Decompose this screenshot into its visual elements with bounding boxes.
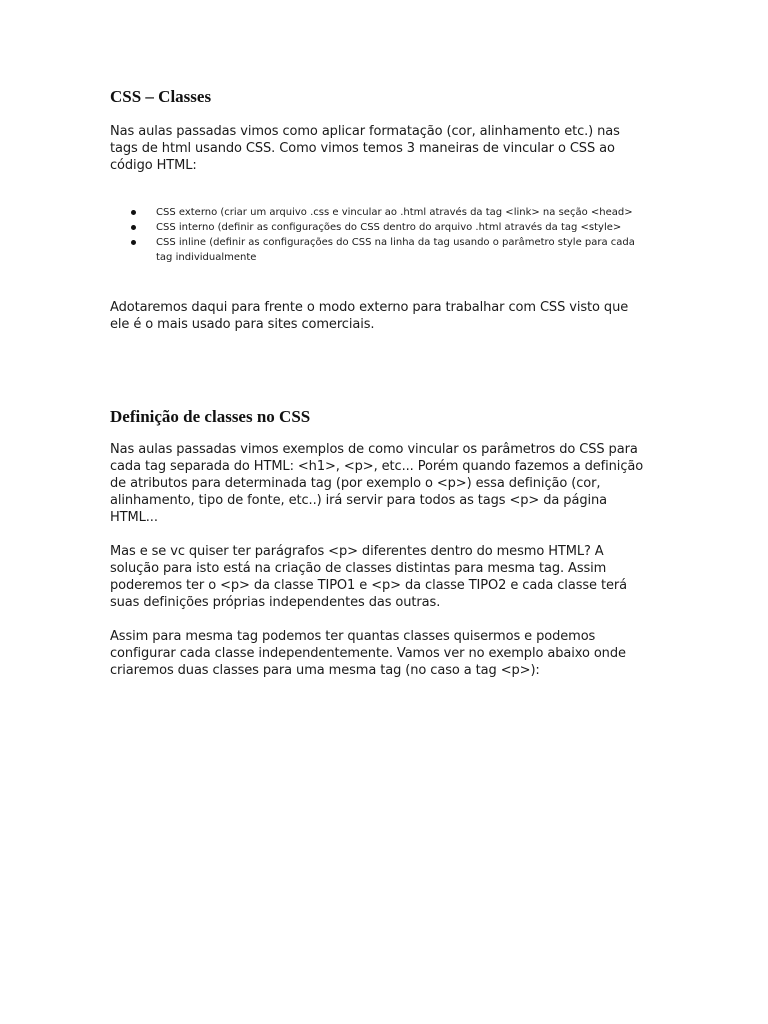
document-content — [110, 86, 650, 679]
bullet-icon — [131, 225, 136, 230]
body-paragraph: Mas e se vc quiser ter parágrafos <p> diferentes dentro do mesmo HTML? A solução para isto está na criação de classes distintas para mesma tag. Assim poderemos ter o <p> da classe TIPO1 e <p> da classe TIPO2 e cada classe terá suas definições próprias independentes das outras. — [110, 544, 627, 610]
list-item — [110, 235, 650, 265]
list-item — [110, 220, 650, 235]
list-item-text: CSS externo (criar um arquivo .css e vincular ao .html através da tag <link> na seção <head> — [156, 207, 633, 218]
body-paragraph: Nas aulas passadas vimos exemplos de como vincular os parâmetros do CSS para cada tag separada do HTML: <h1>, <p>, etc... Porém quando fazemos a definição de atributos para determinada tag (por exemplo o <p>) essa definição (cor, alinhamento, tipo de fonte, etc..) irá servir para todos as tags <p> da página HTML... — [110, 442, 644, 525]
css-methods-list — [110, 205, 650, 265]
heading-class-definition: Definição de classes no CSS — [110, 407, 311, 426]
conclusion-paragraph: Adotaremos daqui para frente o modo externo para trabalhar com CSS visto que ele é o mais usado para sites comerciais. — [110, 300, 629, 332]
body-paragraph: Assim para mesma tag podemos ter quantas classes quisermos e podemos configurar cada classe independentemente. Vamos ver no exemplo abaixo onde criaremos duas classes para uma mesma tag (no caso a tag <p>): — [110, 629, 626, 678]
bullet-icon — [131, 210, 136, 215]
list-item-text: CSS interno (definir as configurações do CSS dentro do arquivo .html através da tag <style> — [156, 222, 622, 233]
list-item-text: CSS inline (definir as configurações do CSS na linha da tag usando o parâmetro style para cada tag individualmente — [156, 237, 635, 263]
bullet-icon — [131, 240, 136, 245]
intro-paragraph: Nas aulas passadas vimos como aplicar formatação (cor, alinhamento etc.) nas tags de html usando CSS. Como vimos temos 3 maneiras de vincular o CSS ao código HTML: — [110, 124, 620, 173]
heading-css-classes: CSS – Classes — [110, 87, 212, 106]
list-item — [110, 205, 650, 220]
